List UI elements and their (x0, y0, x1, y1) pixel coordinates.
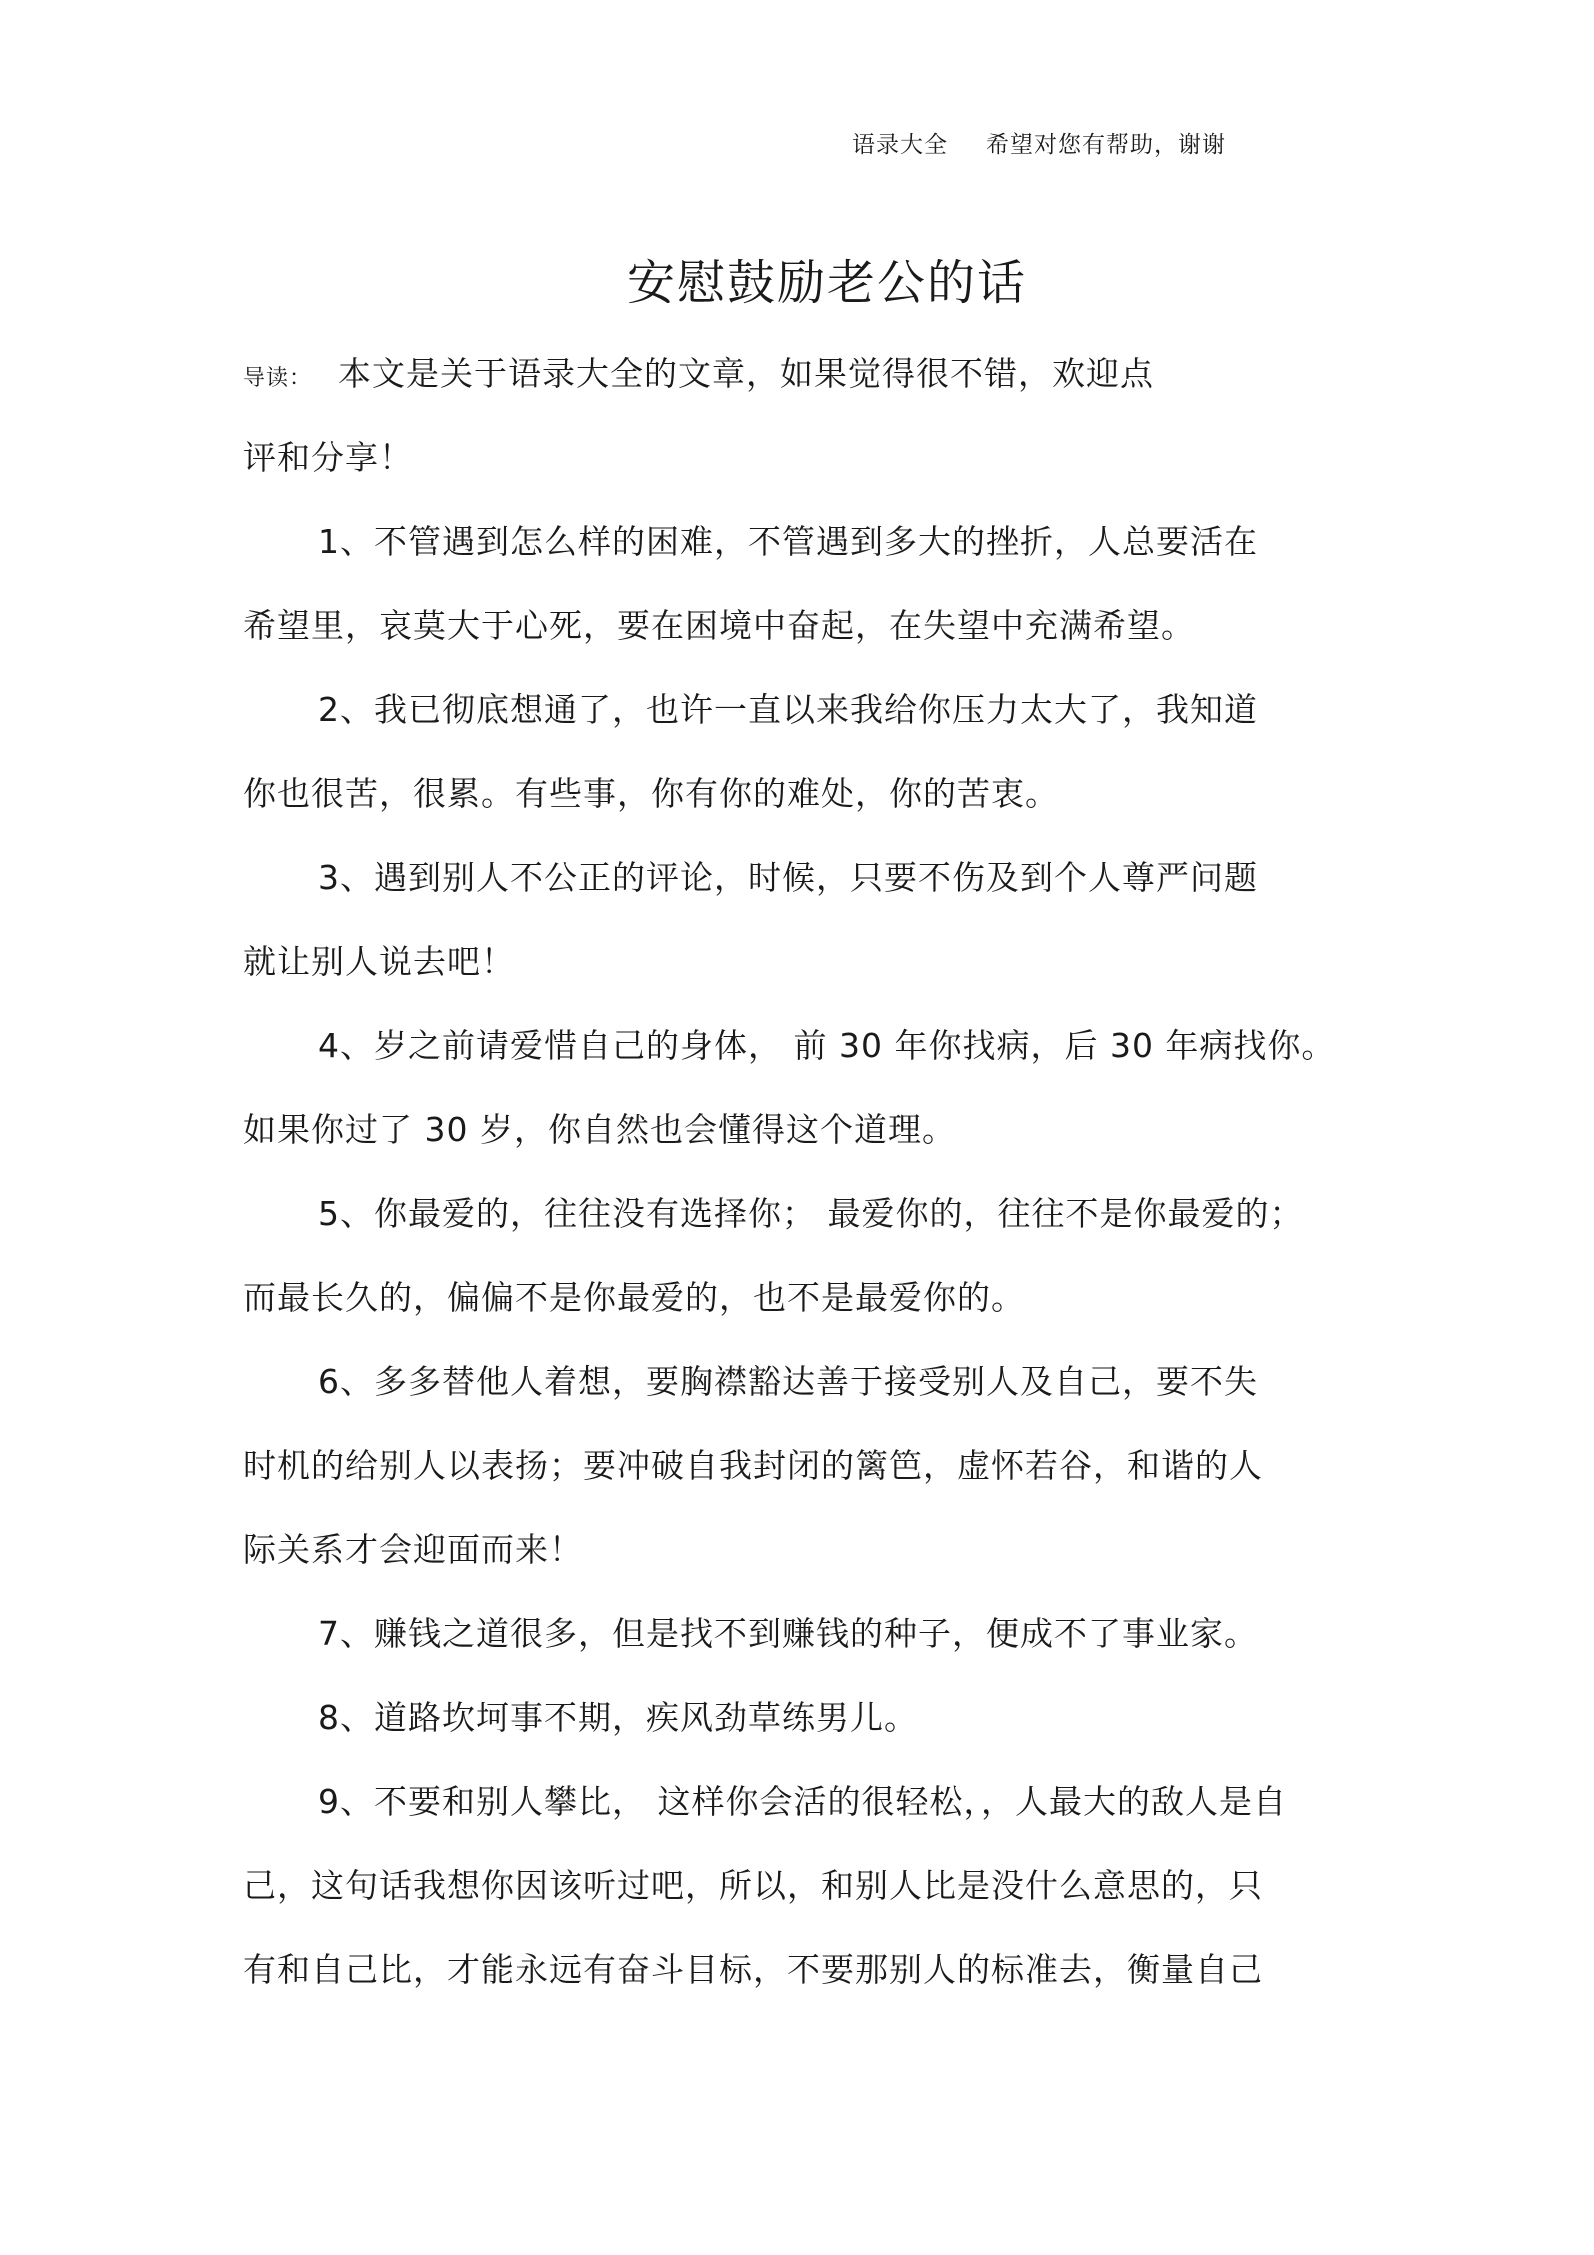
paragraph-8-line-1: 8、道路坎坷事不期，疾风劲草练男儿。 (318, 1698, 918, 1737)
paragraph-2-line-1: 2、我已彻底想通了，也许一直以来我给你压力太大了，我知道 (318, 690, 1258, 729)
paragraph-4-line-1: 4、岁之前请爱惜自己的身体， 前 30 年你找病，后 30 年病找你。 (318, 1026, 1336, 1065)
paragraph-6-line-1: 6、多多替他人着想，要胸襟豁达善于接受别人及自己，要不失 (318, 1362, 1258, 1401)
intro-text-1: 本文是关于语录大全的文章，如果觉得很不错，欢迎点 (338, 354, 1155, 393)
paragraph-3-line-1: 3、遇到别人不公正的评论，时候，只要不伤及到个人尊严问题 (318, 858, 1258, 897)
paragraph-6-line-3: 际关系才会迎面而来！ (243, 1530, 583, 1569)
header-right-text: 希望对您有帮助，谢谢 (986, 132, 1226, 158)
page-header (852, 126, 1226, 159)
paragraph-7-line-1: 7、赚钱之道很多，但是找不到赚钱的种子，便成不了事业家。 (318, 1614, 1258, 1653)
paragraph-2-line-2: 你也很苦，很累。有些事，你有你的难处，你的苦衷。 (243, 774, 1059, 813)
document-title: 安慰鼓励老公的话 (626, 255, 1027, 311)
paragraph-1-line-1: 1、不管遇到怎么样的困难，不管遇到多大的挫折，人总要活在 (318, 522, 1258, 561)
paragraph-9-line-3: 有和自己比，才能永远有奋斗目标，不要那别人的标准去，衡量自己 (243, 1950, 1263, 1989)
paragraph-9-line-1: 9、不要和别人攀比， 这样你会活的很轻松，，人最大的敌人是自 (318, 1782, 1287, 1821)
intro-line-1 (243, 348, 1154, 395)
paragraph-1-line-2: 希望里，哀莫大于心死，要在困境中奋起，在失望中充满希望。 (243, 606, 1195, 645)
intro-line-2: 评和分享！ (243, 438, 413, 477)
header-left-text: 语录大全 (852, 132, 948, 158)
paragraph-9-line-2: 己，这句话我想你因该听过吧，所以，和别人比是没什么意思的，只 (243, 1866, 1263, 1905)
paragraph-5-line-2: 而最长久的，偏偏不是你最爱的，也不是最爱你的。 (243, 1278, 1025, 1317)
paragraph-5-line-1: 5、你最爱的，往往没有选择你； 最爱你的，往往不是你最爱的； (318, 1194, 1304, 1233)
paragraph-3-line-2: 就让别人说去吧！ (243, 942, 515, 981)
paragraph-6-line-2: 时机的给别人以表扬；要冲破自我封闭的篱笆，虚怀若谷，和谐的人 (243, 1446, 1263, 1485)
intro-label: 导读： (243, 366, 313, 391)
paragraph-4-line-2: 如果你过了 30 岁，你自然也会懂得这个道理。 (243, 1110, 956, 1149)
